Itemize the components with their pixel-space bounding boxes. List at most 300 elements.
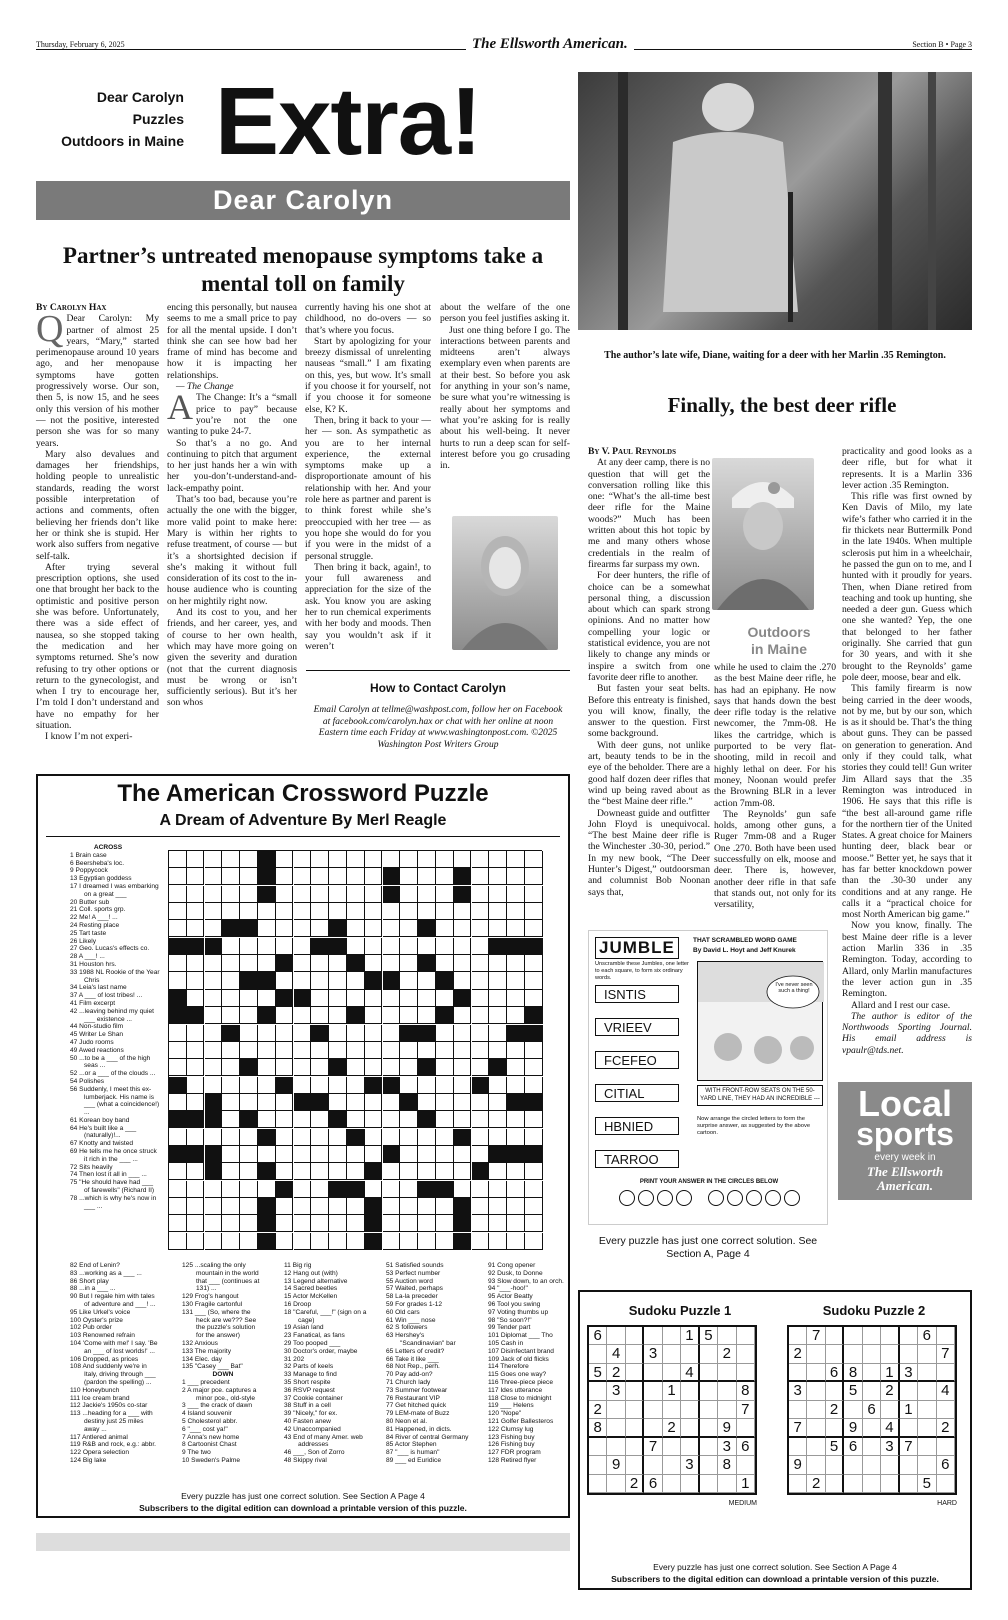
grid-cell[interactable] <box>436 938 454 955</box>
grid-cell[interactable] <box>418 1007 436 1024</box>
grid-cell[interactable] <box>240 938 258 955</box>
grid-cell[interactable] <box>329 851 347 868</box>
grid-cell[interactable] <box>418 938 436 955</box>
grid-cell[interactable] <box>205 868 223 885</box>
grid-cell[interactable] <box>205 1025 223 1042</box>
grid-cell[interactable] <box>436 1163 454 1180</box>
grid-cell[interactable] <box>418 1129 436 1146</box>
grid-cell[interactable] <box>525 1215 543 1232</box>
grid-cell[interactable] <box>276 920 294 937</box>
grid-cell[interactable] <box>365 886 383 903</box>
grid-cell[interactable] <box>311 990 329 1007</box>
sudoku-cell[interactable] <box>789 1438 807 1456</box>
grid-cell[interactable] <box>276 972 294 989</box>
grid-cell[interactable] <box>489 920 507 937</box>
sudoku-cell[interactable] <box>807 1419 825 1437</box>
grid-cell[interactable] <box>347 851 365 868</box>
grid-cell[interactable] <box>187 920 205 937</box>
grid-cell[interactable] <box>187 851 205 868</box>
grid-cell[interactable] <box>400 1129 418 1146</box>
sudoku-cell[interactable] <box>826 1327 844 1345</box>
grid-cell[interactable] <box>258 1094 276 1111</box>
sudoku-cell[interactable] <box>937 1327 955 1345</box>
grid-cell[interactable] <box>489 1129 507 1146</box>
grid-cell[interactable] <box>365 990 383 1007</box>
grid-cell[interactable] <box>222 938 240 955</box>
sudoku-cell[interactable] <box>700 1438 718 1456</box>
grid-cell[interactable] <box>472 920 490 937</box>
grid-cell[interactable] <box>347 1233 365 1250</box>
sudoku-2-grid[interactable] <box>787 1325 957 1495</box>
grid-cell[interactable] <box>222 1077 240 1094</box>
grid-cell[interactable] <box>418 1146 436 1163</box>
grid-cell[interactable] <box>383 955 401 972</box>
grid-cell[interactable] <box>347 1077 365 1094</box>
sudoku-cell[interactable] <box>863 1382 881 1400</box>
grid-cell[interactable] <box>489 1025 507 1042</box>
grid-cell[interactable] <box>383 1007 401 1024</box>
sudoku-cell[interactable] <box>789 1364 807 1382</box>
grid-cell[interactable] <box>205 1059 223 1076</box>
grid-cell[interactable] <box>418 1198 436 1215</box>
grid-cell[interactable] <box>329 1198 347 1215</box>
grid-cell[interactable] <box>240 868 258 885</box>
sudoku-cell[interactable] <box>607 1419 625 1437</box>
sudoku-cell[interactable] <box>807 1401 825 1419</box>
grid-cell[interactable] <box>311 1042 329 1059</box>
grid-cell[interactable] <box>311 868 329 885</box>
grid-cell[interactable] <box>222 1059 240 1076</box>
grid-cell[interactable] <box>525 1198 543 1215</box>
sudoku-cell[interactable] <box>663 1438 681 1456</box>
grid-cell[interactable] <box>472 851 490 868</box>
grid-cell[interactable] <box>169 1094 187 1111</box>
grid-cell[interactable] <box>311 1163 329 1180</box>
grid-cell[interactable] <box>329 903 347 920</box>
grid-cell[interactable] <box>454 955 472 972</box>
grid-cell[interactable] <box>347 990 365 1007</box>
grid-cell[interactable] <box>418 1215 436 1232</box>
grid-cell[interactable] <box>187 1077 205 1094</box>
grid-cell[interactable] <box>258 1059 276 1076</box>
grid-cell[interactable] <box>187 1215 205 1232</box>
sudoku-cell[interactable] <box>844 1345 862 1363</box>
sudoku-cell[interactable] <box>918 1382 936 1400</box>
grid-cell[interactable] <box>365 1042 383 1059</box>
sudoku-cell[interactable] <box>789 1401 807 1419</box>
grid-cell[interactable] <box>329 1233 347 1250</box>
grid-cell[interactable] <box>169 920 187 937</box>
grid-cell[interactable] <box>294 1181 312 1198</box>
grid-cell[interactable] <box>472 990 490 1007</box>
grid-cell[interactable] <box>347 1111 365 1128</box>
grid-cell[interactable] <box>294 903 312 920</box>
grid-cell[interactable] <box>222 955 240 972</box>
grid-cell[interactable] <box>472 1111 490 1128</box>
grid-cell[interactable] <box>187 903 205 920</box>
grid-cell[interactable] <box>347 868 365 885</box>
grid-cell[interactable] <box>294 886 312 903</box>
sudoku-cell[interactable] <box>881 1456 899 1474</box>
sudoku-cell[interactable] <box>681 1419 699 1437</box>
grid-cell[interactable] <box>276 1111 294 1128</box>
sudoku-cell[interactable] <box>700 1419 718 1437</box>
sudoku-cell[interactable] <box>718 1364 736 1382</box>
grid-cell[interactable] <box>258 990 276 1007</box>
grid-cell[interactable] <box>311 1181 329 1198</box>
grid-cell[interactable] <box>258 1111 276 1128</box>
grid-cell[interactable] <box>400 903 418 920</box>
sudoku-cell[interactable] <box>826 1345 844 1363</box>
grid-cell[interactable] <box>187 1059 205 1076</box>
grid-cell[interactable] <box>489 903 507 920</box>
sudoku-1-grid[interactable] <box>587 1325 757 1495</box>
sudoku-cell[interactable] <box>607 1401 625 1419</box>
grid-cell[interactable] <box>187 1181 205 1198</box>
grid-cell[interactable] <box>436 955 454 972</box>
sudoku-cell[interactable] <box>626 1419 644 1437</box>
grid-cell[interactable] <box>169 868 187 885</box>
grid-cell[interactable] <box>329 1007 347 1024</box>
grid-cell[interactable] <box>472 1094 490 1111</box>
grid-cell[interactable] <box>454 920 472 937</box>
grid-cell[interactable] <box>222 1215 240 1232</box>
grid-cell[interactable] <box>276 1007 294 1024</box>
grid-cell[interactable] <box>383 1025 401 1042</box>
sudoku-cell[interactable] <box>589 1438 607 1456</box>
grid-cell[interactable] <box>383 1042 401 1059</box>
section-link-dear-carolyn[interactable]: Dear Carolyn <box>96 89 184 105</box>
grid-cell[interactable] <box>525 920 543 937</box>
grid-cell[interactable] <box>365 851 383 868</box>
grid-cell[interactable] <box>383 920 401 937</box>
grid-cell[interactable] <box>436 1077 454 1094</box>
grid-cell[interactable] <box>489 1163 507 1180</box>
jumble-word-3[interactable]: FCEFEO <box>595 1051 679 1069</box>
grid-cell[interactable] <box>276 1215 294 1232</box>
grid-cell[interactable] <box>258 903 276 920</box>
grid-cell[interactable] <box>329 1163 347 1180</box>
grid-cell[interactable] <box>187 1233 205 1250</box>
grid-cell[interactable] <box>507 1042 525 1059</box>
grid-cell[interactable] <box>365 868 383 885</box>
grid-cell[interactable] <box>400 851 418 868</box>
sudoku-cell[interactable] <box>863 1345 881 1363</box>
sudoku-cell[interactable] <box>900 1382 918 1400</box>
grid-cell[interactable] <box>294 1025 312 1042</box>
grid-cell[interactable] <box>507 1077 525 1094</box>
answer-circle[interactable] <box>619 1190 635 1206</box>
sudoku-cell[interactable] <box>589 1382 607 1400</box>
grid-cell[interactable] <box>436 1094 454 1111</box>
grid-cell[interactable] <box>329 990 347 1007</box>
grid-cell[interactable] <box>436 1025 454 1042</box>
answer-circle[interactable] <box>727 1190 743 1206</box>
grid-cell[interactable] <box>276 851 294 868</box>
grid-cell[interactable] <box>489 1007 507 1024</box>
sudoku-cell[interactable] <box>681 1475 699 1493</box>
sudoku-cell[interactable] <box>900 1327 918 1345</box>
grid-cell[interactable] <box>507 868 525 885</box>
sudoku-cell[interactable] <box>937 1401 955 1419</box>
grid-cell[interactable] <box>276 1129 294 1146</box>
grid-cell[interactable] <box>347 1042 365 1059</box>
grid-cell[interactable] <box>507 1181 525 1198</box>
grid-cell[interactable] <box>258 1181 276 1198</box>
grid-cell[interactable] <box>525 1129 543 1146</box>
grid-cell[interactable] <box>222 1129 240 1146</box>
sudoku-cell[interactable] <box>789 1327 807 1345</box>
grid-cell[interactable] <box>418 1042 436 1059</box>
sudoku-cell[interactable] <box>700 1345 718 1363</box>
grid-cell[interactable] <box>383 938 401 955</box>
sudoku-cell[interactable] <box>918 1401 936 1419</box>
grid-cell[interactable] <box>454 1111 472 1128</box>
grid-cell[interactable] <box>365 1059 383 1076</box>
sudoku-cell[interactable] <box>900 1345 918 1363</box>
grid-cell[interactable] <box>240 1163 258 1180</box>
grid-cell[interactable] <box>400 1198 418 1215</box>
sudoku-cell[interactable] <box>863 1475 881 1493</box>
grid-cell[interactable] <box>329 1129 347 1146</box>
grid-cell[interactable] <box>222 1111 240 1128</box>
grid-cell[interactable] <box>205 886 223 903</box>
grid-cell[interactable] <box>525 1233 543 1250</box>
grid-cell[interactable] <box>329 1042 347 1059</box>
grid-cell[interactable] <box>525 1111 543 1128</box>
grid-cell[interactable] <box>525 1181 543 1198</box>
grid-cell[interactable] <box>187 1163 205 1180</box>
grid-cell[interactable] <box>276 1146 294 1163</box>
grid-cell[interactable] <box>205 1129 223 1146</box>
grid-cell[interactable] <box>347 920 365 937</box>
sudoku-cell[interactable] <box>737 1456 755 1474</box>
grid-cell[interactable] <box>454 972 472 989</box>
grid-cell[interactable] <box>240 990 258 1007</box>
grid-cell[interactable] <box>294 1007 312 1024</box>
grid-cell[interactable] <box>418 903 436 920</box>
grid-cell[interactable] <box>436 851 454 868</box>
sudoku-cell[interactable] <box>737 1419 755 1437</box>
grid-cell[interactable] <box>169 1163 187 1180</box>
grid-cell[interactable] <box>436 1129 454 1146</box>
grid-cell[interactable] <box>507 990 525 1007</box>
grid-cell[interactable] <box>311 955 329 972</box>
grid-cell[interactable] <box>187 886 205 903</box>
sudoku-cell[interactable] <box>718 1382 736 1400</box>
grid-cell[interactable] <box>400 1077 418 1094</box>
grid-cell[interactable] <box>240 851 258 868</box>
grid-cell[interactable] <box>365 938 383 955</box>
grid-cell[interactable] <box>240 1025 258 1042</box>
grid-cell[interactable] <box>525 1077 543 1094</box>
grid-cell[interactable] <box>365 1181 383 1198</box>
grid-cell[interactable] <box>472 1233 490 1250</box>
grid-cell[interactable] <box>205 920 223 937</box>
grid-cell[interactable] <box>525 851 543 868</box>
grid-cell[interactable] <box>294 1111 312 1128</box>
grid-cell[interactable] <box>400 1181 418 1198</box>
grid-cell[interactable] <box>258 920 276 937</box>
grid-cell[interactable] <box>489 1077 507 1094</box>
sudoku-cell[interactable] <box>589 1345 607 1363</box>
grid-cell[interactable] <box>347 1146 365 1163</box>
grid-cell[interactable] <box>383 1059 401 1076</box>
grid-cell[interactable] <box>489 1215 507 1232</box>
grid-cell[interactable] <box>436 868 454 885</box>
sudoku-cell[interactable] <box>626 1364 644 1382</box>
grid-cell[interactable] <box>347 972 365 989</box>
grid-cell[interactable] <box>240 1077 258 1094</box>
grid-cell[interactable] <box>525 1059 543 1076</box>
grid-cell[interactable] <box>222 1181 240 1198</box>
grid-cell[interactable] <box>472 955 490 972</box>
grid-cell[interactable] <box>365 955 383 972</box>
grid-cell[interactable] <box>365 920 383 937</box>
grid-cell[interactable] <box>329 886 347 903</box>
grid-cell[interactable] <box>489 1181 507 1198</box>
grid-cell[interactable] <box>525 990 543 1007</box>
grid-cell[interactable] <box>472 1181 490 1198</box>
grid-cell[interactable] <box>311 1111 329 1128</box>
grid-cell[interactable] <box>205 1233 223 1250</box>
sudoku-cell[interactable] <box>900 1456 918 1474</box>
grid-cell[interactable] <box>400 938 418 955</box>
sudoku-cell[interactable] <box>663 1364 681 1382</box>
sudoku-cell[interactable] <box>826 1475 844 1493</box>
grid-cell[interactable] <box>311 972 329 989</box>
grid-cell[interactable] <box>472 972 490 989</box>
grid-cell[interactable] <box>169 903 187 920</box>
grid-cell[interactable] <box>311 851 329 868</box>
grid-cell[interactable] <box>347 938 365 955</box>
grid-cell[interactable] <box>472 1129 490 1146</box>
grid-cell[interactable] <box>294 1215 312 1232</box>
grid-cell[interactable] <box>454 1163 472 1180</box>
sudoku-cell[interactable] <box>881 1475 899 1493</box>
grid-cell[interactable] <box>400 990 418 1007</box>
grid-cell[interactable] <box>418 972 436 989</box>
sudoku-cell[interactable] <box>881 1327 899 1345</box>
grid-cell[interactable] <box>187 1198 205 1215</box>
grid-cell[interactable] <box>347 886 365 903</box>
sudoku-cell[interactable] <box>718 1327 736 1345</box>
grid-cell[interactable] <box>418 886 436 903</box>
answer-circle[interactable] <box>638 1190 654 1206</box>
grid-cell[interactable] <box>258 1042 276 1059</box>
sudoku-cell[interactable] <box>663 1456 681 1474</box>
grid-cell[interactable] <box>400 1215 418 1232</box>
grid-cell[interactable] <box>400 1059 418 1076</box>
grid-cell[interactable] <box>222 903 240 920</box>
grid-cell[interactable] <box>169 1042 187 1059</box>
grid-cell[interactable] <box>400 972 418 989</box>
sudoku-cell[interactable] <box>826 1456 844 1474</box>
grid-cell[interactable] <box>258 1146 276 1163</box>
grid-cell[interactable] <box>169 955 187 972</box>
grid-cell[interactable] <box>436 1059 454 1076</box>
grid-cell[interactable] <box>472 1025 490 1042</box>
grid-cell[interactable] <box>294 1233 312 1250</box>
grid-cell[interactable] <box>472 886 490 903</box>
sudoku-cell[interactable] <box>681 1345 699 1363</box>
grid-cell[interactable] <box>400 1233 418 1250</box>
grid-cell[interactable] <box>294 1146 312 1163</box>
grid-cell[interactable] <box>169 1129 187 1146</box>
sudoku-cell[interactable] <box>589 1456 607 1474</box>
sudoku-cell[interactable] <box>737 1345 755 1363</box>
grid-cell[interactable] <box>240 1007 258 1024</box>
grid-cell[interactable] <box>418 1094 436 1111</box>
sudoku-cell[interactable] <box>700 1456 718 1474</box>
sudoku-cell[interactable] <box>681 1382 699 1400</box>
grid-cell[interactable] <box>400 868 418 885</box>
grid-cell[interactable] <box>507 1215 525 1232</box>
jumble-word-6[interactable]: TARROO <box>595 1150 679 1168</box>
grid-cell[interactable] <box>240 1094 258 1111</box>
grid-cell[interactable] <box>276 938 294 955</box>
grid-cell[interactable] <box>472 903 490 920</box>
jumble-word-2[interactable]: VRIEEV <box>595 1018 679 1036</box>
grid-cell[interactable] <box>311 886 329 903</box>
grid-cell[interactable] <box>489 1111 507 1128</box>
grid-cell[interactable] <box>436 1111 454 1128</box>
grid-cell[interactable] <box>347 1163 365 1180</box>
grid-cell[interactable] <box>525 1163 543 1180</box>
grid-cell[interactable] <box>507 1129 525 1146</box>
grid-cell[interactable] <box>294 1198 312 1215</box>
grid-cell[interactable] <box>489 955 507 972</box>
grid-cell[interactable] <box>383 1163 401 1180</box>
grid-cell[interactable] <box>400 1042 418 1059</box>
grid-cell[interactable] <box>525 1042 543 1059</box>
grid-cell[interactable] <box>454 1094 472 1111</box>
grid-cell[interactable] <box>436 1233 454 1250</box>
grid-cell[interactable] <box>276 868 294 885</box>
sudoku-cell[interactable] <box>626 1401 644 1419</box>
grid-cell[interactable] <box>507 1198 525 1215</box>
grid-cell[interactable] <box>222 1163 240 1180</box>
grid-cell[interactable] <box>311 1129 329 1146</box>
grid-cell[interactable] <box>205 903 223 920</box>
grid-cell[interactable] <box>472 1059 490 1076</box>
grid-cell[interactable] <box>240 886 258 903</box>
sudoku-cell[interactable] <box>737 1327 755 1345</box>
grid-cell[interactable] <box>276 1042 294 1059</box>
section-link-puzzles[interactable]: Puzzles <box>132 111 184 127</box>
grid-cell[interactable] <box>365 903 383 920</box>
sudoku-cell[interactable] <box>918 1419 936 1437</box>
sudoku-cell[interactable] <box>644 1327 662 1345</box>
grid-cell[interactable] <box>294 938 312 955</box>
grid-cell[interactable] <box>525 955 543 972</box>
grid-cell[interactable] <box>187 972 205 989</box>
answer-circle[interactable] <box>746 1190 762 1206</box>
sudoku-cell[interactable] <box>626 1456 644 1474</box>
grid-cell[interactable] <box>454 1042 472 1059</box>
grid-cell[interactable] <box>205 1077 223 1094</box>
sudoku-cell[interactable] <box>663 1345 681 1363</box>
sudoku-cell[interactable] <box>881 1401 899 1419</box>
sudoku-cell[interactable] <box>863 1364 881 1382</box>
grid-cell[interactable] <box>507 1059 525 1076</box>
grid-cell[interactable] <box>507 886 525 903</box>
grid-cell[interactable] <box>222 851 240 868</box>
sudoku-cell[interactable] <box>718 1475 736 1493</box>
grid-cell[interactable] <box>276 1163 294 1180</box>
sudoku-cell[interactable] <box>700 1475 718 1493</box>
grid-cell[interactable] <box>240 1198 258 1215</box>
